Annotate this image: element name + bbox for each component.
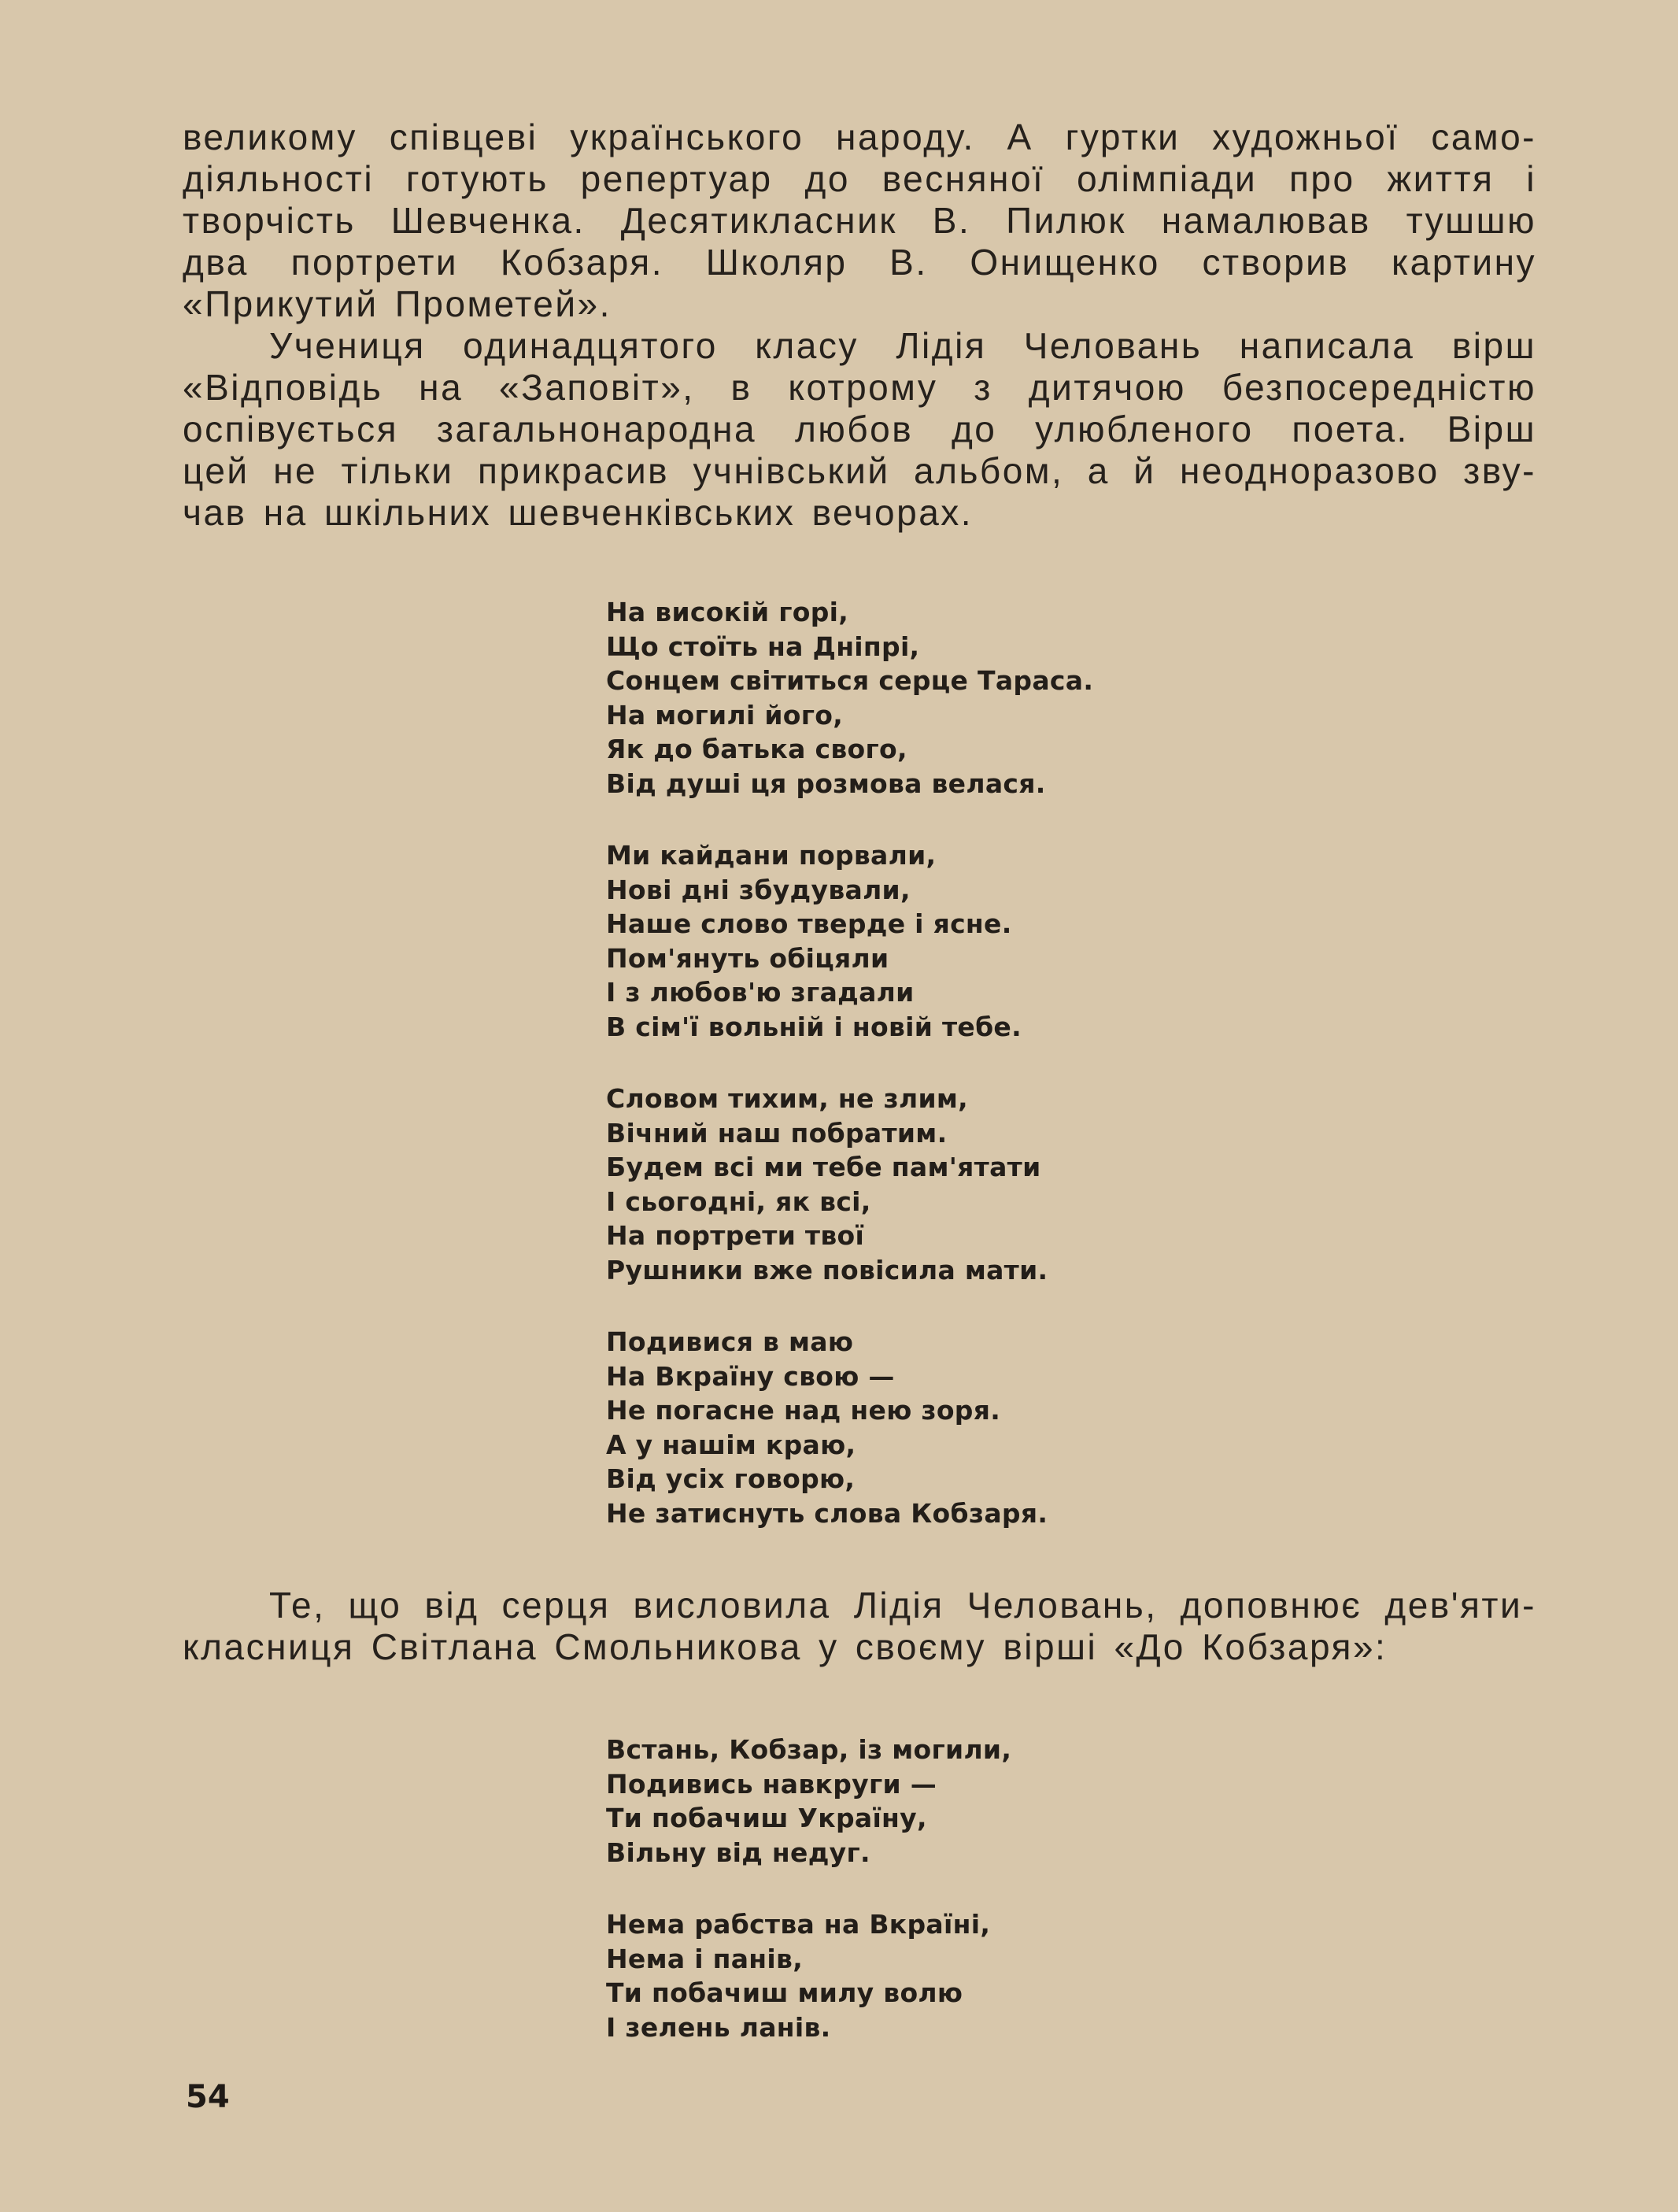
text-line: чав на шкільних шевченківських вечорах. [183,492,974,533]
poem-2 [606,1733,1011,2044]
poem-1 [606,595,1093,1530]
paragraph-2 [183,325,1536,534]
poem-verse: Вічний наш побратим. [606,1117,948,1149]
poem-verse: Словом тихим, не злим, [606,1083,968,1114]
poem-verse: Подивись навкруги — [606,1768,937,1800]
poem-verse: Не погасне над нею зоря. [606,1395,1001,1426]
page-number: 54 [186,2079,230,2115]
poem-verse: Рушники вже повісила мати. [606,1254,1048,1285]
text-line: «Відповідь на «Заповіт», в котрому з дитячою безпосередністю [183,367,1536,408]
poem-verse: Не затиснуть слова Кобзаря. [606,1497,1048,1529]
text-line: діяльності готують репертуар до весняної олімпіади про життя і [183,158,1536,199]
poem-verse: На могилі його, [606,699,844,731]
poem-stanza [606,1325,1093,1530]
poem-stanza [606,1733,1011,1870]
poem-verse: На Вкраїну свою — [606,1360,895,1392]
paragraph-1 [183,117,1536,325]
poem-verse: Що стоїть на Дніпрі, [606,631,920,662]
poem-verse: Сонцем світиться серце Тараса. [606,665,1094,696]
text-line: цей не тільки прикрасив учнівський альбом, а й неодноразово зву- [183,450,1536,491]
poem-stanza [606,1082,1093,1287]
poem-verse: Будем всі ми тебе пам'ятати [606,1152,1041,1182]
text-line: оспівується загальнонародна любов до улюбленого поета. Вірш [183,409,1536,449]
poem-verse: На портрети твої [606,1220,865,1251]
poem-verse: Нові дні збудували, [606,874,911,905]
poem-verse: На високій горі, [606,597,849,627]
text-line: творчість Шевченка. Десятикласник В. Пилюк намалював тушшю [183,200,1536,241]
poem-verse: Ми кайдани порвали, [606,840,937,871]
poem-verse: Пом'януть обіцяли [606,942,889,974]
poem-verse: Від усіх говорю, [606,1463,856,1494]
poem-verse: Від душі ця розмова велася. [606,768,1046,799]
poem-verse: Як до батька свого, [606,734,907,764]
text-line: Учениця одинадцятого класу Лідія Человань написала вірш [269,325,1536,366]
poem-verse: Нема і панів, [606,1943,804,1974]
text-line: Те, що від серця висловила Лідія Человань, доповнює дев'яти- [269,1585,1536,1626]
poem-stanza [606,1907,1011,2044]
poem-verse: В сім'ї вольній і новій тебе. [606,1011,1022,1042]
text-line: великому співцеві українського народу. А гуртки художньої само- [183,117,1536,157]
poem-verse: Ти побачиш милу волю [606,1977,963,2008]
poem-verse: І з любов'ю згадали [606,977,915,1008]
poem-verse: Подивися в маю [606,1326,854,1357]
poem-verse: Встань, Кобзар, із могили, [606,1734,1012,1765]
poem-verse: Наше слово тверде і ясне. [606,908,1012,939]
poem-verse: А у нашім краю, [606,1429,856,1460]
poem-stanza [606,595,1093,801]
poem-verse: Нема рабства на Вкраїні, [606,1909,991,1940]
poem-verse: І сьогодні, як всі, [606,1186,871,1217]
poem-verse: Ти побачиш Україну, [606,1803,927,1833]
poem-verse: Вільну від недуг. [606,1837,870,1868]
poem-stanza [606,838,1093,1044]
poem-verse: І зелень ланів. [606,2011,831,2043]
text-line: два портрети Кобзаря. Школяр В. Онищенко створив картину [183,242,1536,283]
paragraph-3 [183,1585,1536,1668]
text-line: класниця Світлана Смольникова у своєму вірші «До Кобзаря»: [183,1626,1388,1667]
text-line: «Прикутий Прометей». [183,283,612,324]
